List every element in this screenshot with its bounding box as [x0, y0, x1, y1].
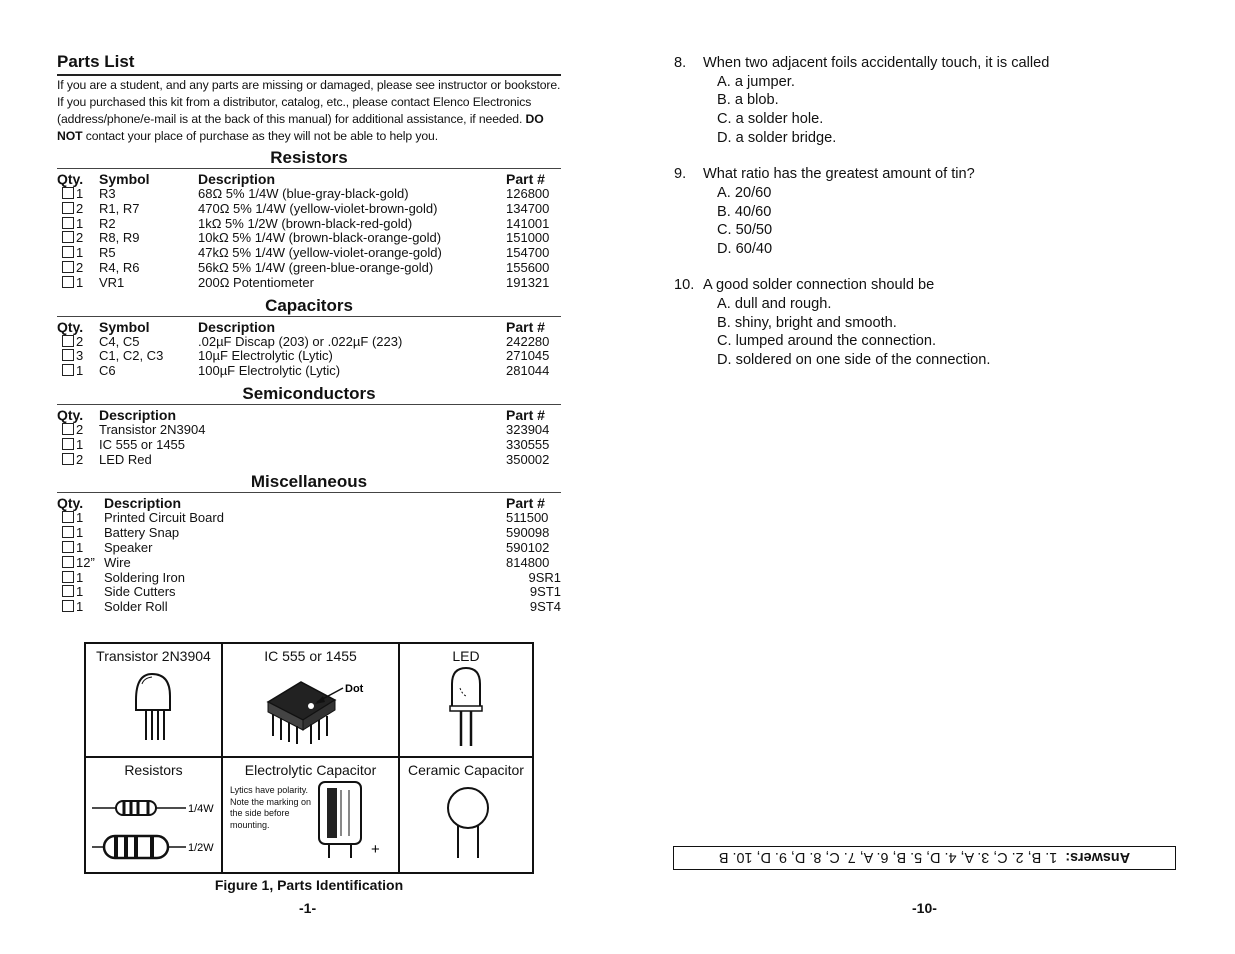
checkbox[interactable]: [62, 246, 74, 258]
checkbox[interactable]: [62, 349, 74, 361]
checkbox[interactable]: [62, 438, 74, 450]
symbol: C1, C2, C3: [99, 348, 164, 364]
lytic-note: Lytics have polarity. Note the marking on the side before mounting.: [230, 785, 312, 830]
question-number: 8.: [674, 55, 687, 71]
cell-electrolytic: [223, 758, 400, 872]
question-9: [674, 165, 1178, 258]
header-description: Description: [104, 495, 182, 512]
description: 10µF Electrolytic (Lytic): [198, 348, 333, 364]
description: Side Cutters: [104, 584, 176, 600]
question-8: [674, 54, 1178, 147]
description: IC 555 or 1455: [99, 436, 186, 452]
semiconductors-rows: [57, 423, 561, 467]
parts-identification-figure: [84, 642, 534, 874]
title-rule: [57, 74, 561, 76]
answer-option: D. a solder bridge.: [717, 129, 837, 146]
resistors-rule: [57, 168, 561, 169]
answer-option: D. soldered on one side of the connection.: [717, 351, 991, 368]
part-number: 330555: [506, 436, 550, 452]
res-half-label: 1/2W: [188, 842, 214, 854]
description: 68Ω 5% 1/4W (blue-gray-black-gold): [198, 186, 409, 201]
header-part: Part #: [506, 406, 545, 423]
table-row: [57, 526, 561, 541]
description: .02µF Discap (203) or .022µF (223): [198, 333, 403, 349]
checkbox[interactable]: [62, 335, 74, 347]
semiconductors-rule: [57, 404, 561, 405]
table-row: [57, 335, 561, 350]
symbol: R5: [99, 245, 116, 261]
checkbox[interactable]: [62, 600, 74, 612]
header-qty: Qty.: [57, 318, 84, 335]
question-text: A good solder connection should be: [703, 277, 935, 294]
qty: 1: [76, 363, 84, 379]
intro-line-1: If you are a student, and any parts are missing or damaged, please see instructor or bookstore.: [57, 78, 561, 92]
cell-led: [400, 644, 532, 758]
qty: 2: [76, 259, 84, 275]
figure-caption: Figure 1, Parts Identification: [214, 877, 404, 893]
qty: 1: [76, 584, 84, 600]
qty: 1: [76, 525, 84, 541]
intro-bold: DO NOT: [57, 112, 544, 143]
table-row: [57, 453, 561, 468]
part-number: 154700: [506, 245, 550, 261]
checkbox[interactable]: [62, 261, 74, 273]
resistors-rows: [57, 187, 561, 291]
description: Battery Snap: [104, 525, 180, 541]
table-row: [57, 364, 561, 379]
cell-title: Resistors: [124, 762, 183, 778]
table-row: [57, 585, 561, 600]
symbol: R4, R6: [99, 259, 140, 275]
qty: 1: [76, 599, 84, 615]
intro-paragraph: [57, 77, 561, 145]
header-symbol: Symbol: [99, 318, 150, 335]
checkbox[interactable]: [62, 364, 74, 376]
cell-title: Transistor 2N3904: [96, 648, 211, 664]
table-row: [57, 246, 561, 261]
answers-label: Answers:: [1065, 849, 1131, 865]
symbol: R3: [99, 186, 116, 201]
answers-upside-down: [674, 849, 1175, 865]
description: 470Ω 5% 1/4W (yellow-violet-brown-gold): [198, 200, 438, 216]
quiz-page: [674, 54, 1178, 370]
description: Wire: [104, 554, 131, 570]
polarity-plus-label: +: [371, 841, 380, 858]
cell-transistor: [86, 644, 223, 758]
description: Printed Circuit Board: [104, 510, 224, 526]
table-row: [57, 349, 561, 364]
checkbox[interactable]: [62, 276, 74, 288]
table-row: [57, 511, 561, 526]
intro-line-2: If you purchased this kit from a distributor, catalog, etc., please contact Elenco Electronics (address/phone/e-mail is at the back of this manual) for additional assistance, if needed.: [57, 95, 532, 126]
table-row: [57, 261, 561, 276]
header-qty: Qty.: [57, 495, 84, 512]
answer-option: A. dull and rough.: [717, 296, 832, 313]
answer-option: B. shiny, bright and smooth.: [717, 314, 897, 331]
description: 56kΩ 5% 1/4W (green-blue-orange-gold): [198, 259, 434, 275]
description: 10kΩ 5% 1/4W (brown-black-orange-gold): [198, 230, 442, 246]
header-description: Description: [99, 406, 177, 423]
capacitors-rule: [57, 316, 561, 317]
qty: 1: [76, 274, 84, 290]
header-part: Part #: [506, 318, 545, 335]
capacitors-rows: [57, 335, 561, 379]
symbol: C6: [99, 363, 116, 379]
qty: 2: [76, 333, 84, 349]
cell-title: LED: [452, 648, 480, 664]
description: Transistor 2N3904: [99, 421, 206, 437]
part-number: 323904: [506, 421, 550, 437]
checkbox[interactable]: [62, 217, 74, 229]
checkbox[interactable]: [62, 511, 74, 523]
part-number: 281044: [506, 363, 550, 379]
qty: 2: [76, 230, 84, 246]
question-text: What ratio has the greatest amount of tin?: [703, 166, 975, 183]
transistor-icon: [86, 644, 223, 754]
description: Speaker: [104, 539, 153, 555]
part-number: 590098: [506, 525, 550, 541]
qty: 1: [76, 569, 84, 585]
part-number: 151000: [506, 230, 550, 246]
part-number: 191321: [506, 274, 550, 290]
part-number: 511500: [506, 510, 549, 526]
answer-option: C. 50/50: [717, 222, 773, 239]
description: Soldering Iron: [104, 569, 185, 585]
answer-option: A. a jumper.: [717, 73, 795, 90]
table-row: [57, 556, 561, 571]
table-row: [57, 202, 561, 217]
symbol: R1, R7: [99, 200, 140, 216]
answer-option: B. a blob.: [717, 92, 779, 109]
description: 100µF Electrolytic (Lytic): [198, 363, 341, 379]
parts-list-title: Parts List: [57, 52, 135, 71]
part-number: 141001: [506, 215, 550, 231]
checkbox[interactable]: [62, 187, 74, 199]
capacitors-header: [57, 320, 561, 335]
qty: 3: [76, 348, 84, 364]
ic-dot-label: Dot: [345, 683, 364, 695]
checkbox[interactable]: [62, 556, 74, 568]
page-number-right: -10-: [912, 900, 937, 916]
part-number: 814800: [506, 554, 550, 570]
question-number: 10.: [674, 277, 695, 294]
answer-option: A. 20/60: [717, 184, 772, 201]
header-symbol: Symbol: [99, 171, 150, 187]
symbol: R2: [99, 215, 116, 231]
symbol: R8, R9: [99, 230, 140, 246]
cell-ceramic: [400, 758, 532, 872]
miscellaneous-header: [57, 496, 561, 511]
answer-option: C. a solder hole.: [717, 110, 824, 127]
cell-title: Ceramic Capacitor: [408, 762, 524, 778]
header-description: Description: [198, 318, 276, 335]
checkbox[interactable]: [62, 585, 74, 597]
part-number: 126800: [506, 186, 550, 201]
part-number: 271045: [506, 348, 550, 364]
description: 200Ω Potentiometer: [198, 274, 314, 290]
answers-box: [673, 846, 1176, 870]
page-number-left: -1-: [299, 900, 317, 916]
checkbox[interactable]: [62, 541, 74, 553]
cell-title: IC 555 or 1455: [264, 648, 357, 664]
table-row: [57, 187, 561, 202]
question-10: [674, 276, 1178, 369]
miscellaneous-title: Miscellaneous: [250, 472, 368, 492]
part-number: 590102: [506, 539, 550, 555]
answer-option: D. 60/40: [717, 240, 773, 257]
header-qty: Qty.: [57, 171, 84, 187]
description: Solder Roll: [104, 599, 168, 615]
qty: 1: [76, 539, 84, 555]
table-row: [57, 541, 561, 556]
part-number: 9ST1: [529, 584, 561, 600]
intro-line-3: contact your place of purchase as they will not be able to help you.: [85, 129, 439, 143]
electrolytic-capacitor-icon: [223, 758, 400, 868]
symbol: VR1: [99, 274, 125, 290]
capacitors-title: Capacitors: [265, 295, 353, 315]
checkbox[interactable]: [62, 453, 74, 465]
qty: 1: [76, 436, 84, 452]
header-part: Part #: [506, 171, 545, 187]
part-number: 350002: [506, 451, 550, 467]
table-row: [57, 571, 561, 586]
semiconductors-title: Semiconductors: [242, 383, 376, 403]
table-row: [57, 231, 561, 246]
symbol: C4, C5: [99, 333, 140, 349]
ceramic-capacitor-icon: [400, 758, 532, 868]
table-row: [57, 276, 561, 291]
qty: 2: [76, 421, 84, 437]
table-row: [57, 438, 561, 453]
qty: 1: [76, 186, 84, 201]
checkbox[interactable]: [62, 423, 74, 435]
question-text: When two adjacent foils accidentally touch, it is called: [703, 55, 1050, 71]
cell-ic: [223, 644, 400, 758]
header-qty: Qty.: [57, 406, 84, 423]
resistor-icon: [86, 758, 223, 868]
part-number: 134700: [506, 200, 550, 216]
header-part: Part #: [506, 495, 545, 512]
semiconductors-header: [57, 408, 561, 423]
header-description: Description: [198, 171, 276, 187]
cell-resistors: [86, 758, 223, 872]
part-number: 9ST4: [529, 599, 561, 615]
part-number: 242280: [506, 333, 550, 349]
ic-chip-icon: [223, 644, 400, 754]
checkbox[interactable]: [62, 571, 74, 583]
qty: 2: [76, 200, 84, 216]
qty: 1: [76, 215, 84, 231]
cell-title: Electrolytic Capacitor: [244, 762, 377, 778]
part-number: 155600: [506, 259, 550, 275]
description: 47kΩ 5% 1/4W (yellow-violet-orange-gold): [198, 245, 442, 261]
parts-list-page: [57, 52, 561, 615]
qty: 1: [76, 245, 84, 261]
table-row: [57, 423, 561, 438]
checkbox[interactable]: [62, 202, 74, 214]
answer-option: B. 40/60: [717, 203, 772, 220]
res-quarter-label: 1/4W: [188, 803, 214, 815]
miscellaneous-rows: [57, 511, 561, 615]
answer-option: C. lumped around the connection.: [717, 333, 937, 350]
led-icon: [400, 644, 532, 754]
resistors-title: Resistors: [270, 148, 348, 167]
table-row: [57, 600, 561, 615]
table-row: [57, 217, 561, 232]
question-number: 9.: [674, 166, 687, 183]
answers-key: 1. B, 2. C, 3. A, 4. D, 5. B, 6. A, 7. C, 8. D, 9. D, 10. B: [718, 849, 1058, 865]
checkbox[interactable]: [62, 526, 74, 538]
qty: 2: [76, 451, 84, 467]
part-number: 9SR1: [528, 569, 561, 585]
miscellaneous-rule: [57, 492, 561, 493]
resistors-header: [57, 172, 561, 187]
description: LED Red: [99, 451, 152, 467]
qty: 1: [76, 510, 84, 526]
qty: 12”: [76, 554, 95, 570]
description: 1kΩ 5% 1/2W (brown-black-red-gold): [198, 215, 413, 231]
checkbox[interactable]: [62, 231, 74, 243]
